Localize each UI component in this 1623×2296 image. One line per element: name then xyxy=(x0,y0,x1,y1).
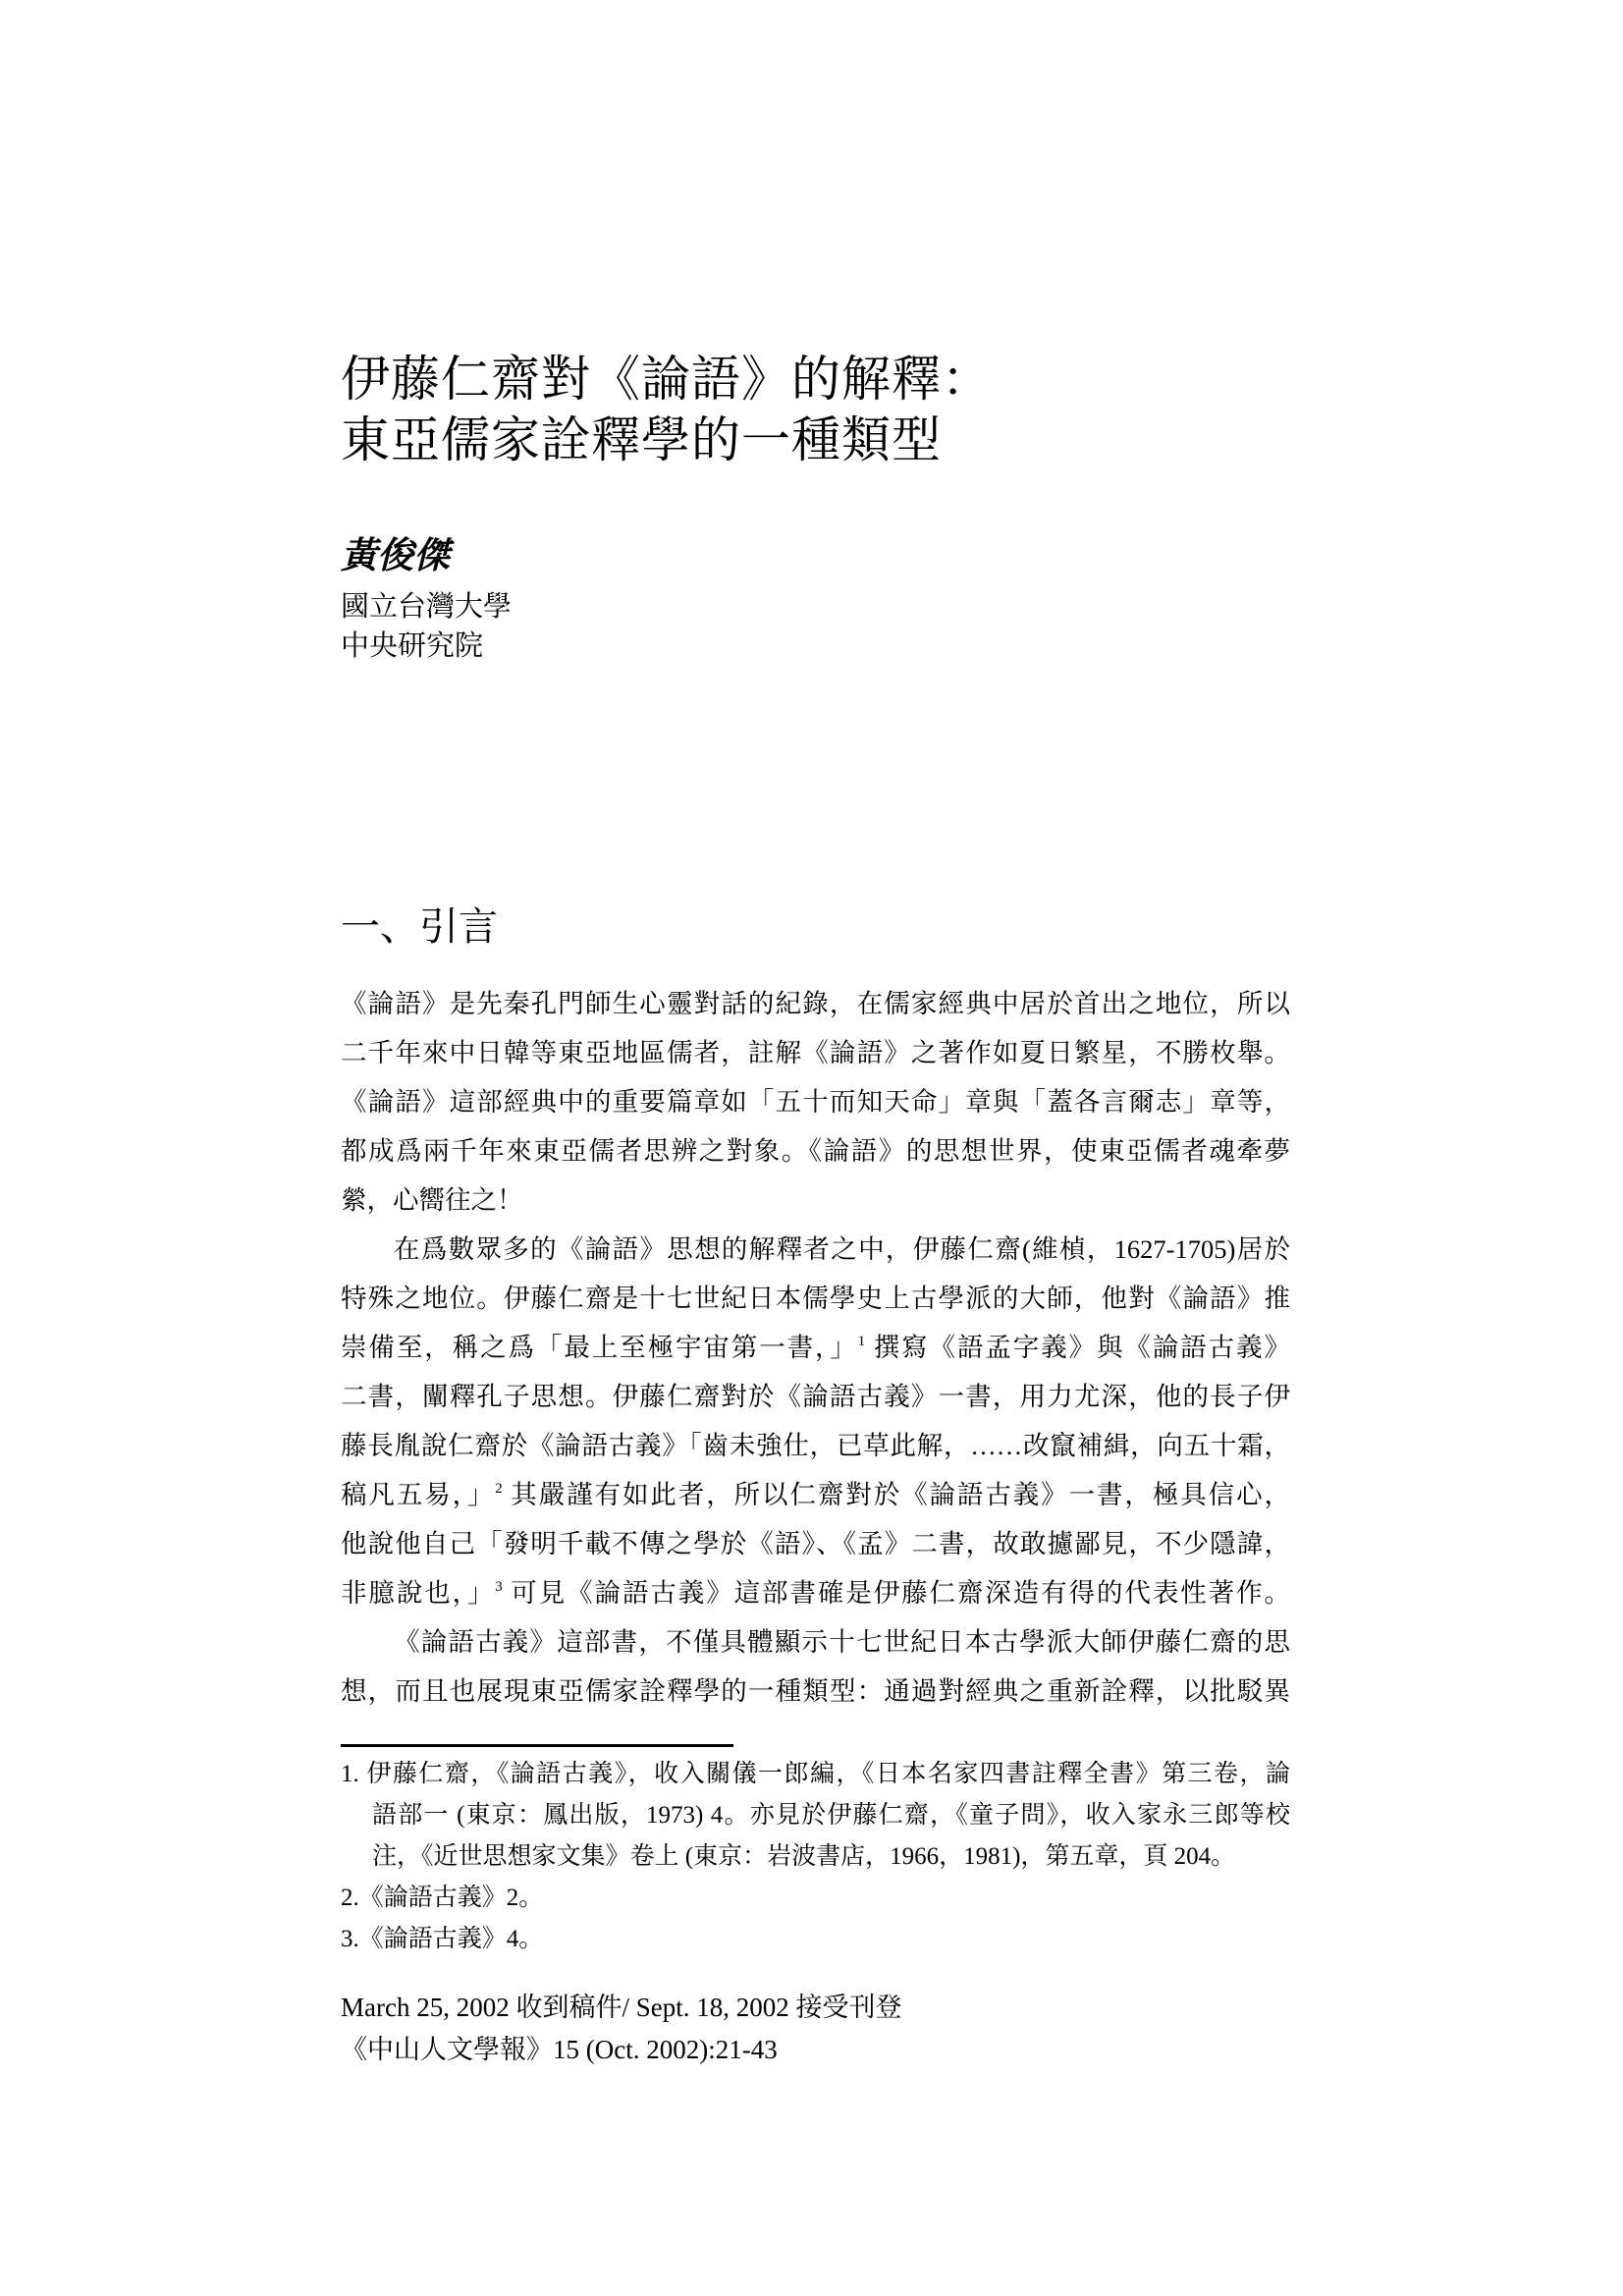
footnote-3: 3.《論語古義》4。 xyxy=(341,1926,544,1952)
body-line xyxy=(341,1372,1290,1421)
footnote-1-line: 注，《近世思想家文集》卷上 (東京：岩波書店，1966，1981)，第五章，頁 204。 xyxy=(372,1843,1236,1870)
body-line xyxy=(341,1225,1290,1274)
body-line xyxy=(341,1274,1290,1323)
footnote-ref-3: 3 xyxy=(495,1579,503,1595)
author-affiliations xyxy=(341,587,1290,666)
body-text-segment: 稿凡五易，」 xyxy=(341,1480,496,1509)
body-line: 《論語古義》這部書，不僅具體顯示十七世紀日本古學派大師伊藤仁齋的思 xyxy=(394,1627,1290,1657)
body-text-segment: 非臆說也，」 xyxy=(341,1578,496,1608)
body-line: 縈，心嚮往之！ xyxy=(341,1185,523,1215)
paper-title xyxy=(341,349,1290,470)
paper-title-line-1: 伊藤仁齋對《論語》的解釋： xyxy=(341,352,992,407)
body-line: 想，而且也展現東亞儒家詮釋學的一種類型：通過對經典之重新詮釋，以批駁異 xyxy=(341,1676,1290,1706)
footnote-ref-2: 2 xyxy=(495,1481,503,1497)
body-text-segment: 他說他自己「發明千載不傳之學於《語》、《孟》二書，故敢攄鄙見，不少隱諱， xyxy=(341,1529,1290,1558)
body-text-segment: 撰寫《語孟字義》與《論語古義》 xyxy=(865,1333,1291,1362)
paper-title-line-2: 東亞儒家詮釋學的一種類型 xyxy=(341,412,942,467)
body-line: 二千年來中日韓等東亞地區儒者，註解《論語》之著作如夏日繁星，不勝枚舉。 xyxy=(341,1038,1290,1067)
footnote-1-line: 1. 伊藤仁齋，《論語古義》，收入關儀一郎編，《日本名家四書註釋全書》第三卷，論 xyxy=(341,1761,1290,1787)
journal-citation: 《中山人文學報》15 (Oct. 2002):21-43 xyxy=(341,2035,778,2064)
body-text-segment: 崇備至，稱之爲「最上至極宇宙第一書，」 xyxy=(341,1333,858,1362)
body-line: 都成爲兩千年來東亞儒者思辨之對象。《論語》的思想世界，使東亞儒者魂牽夢 xyxy=(341,1136,1290,1166)
page-footer xyxy=(341,1987,1290,2071)
received-accepted-dates: March 25, 2002 收到稿件/ Sept. 18, 2002 接受刊登 xyxy=(341,1993,902,2022)
body-line xyxy=(341,1421,1290,1470)
footnote-separator-rule xyxy=(341,1744,733,1747)
affiliation-university: 國立台灣大學 xyxy=(341,591,513,623)
body-text-segment: 可見《論語古義》這部書確是伊藤仁齋深造有得的代表性著作。 xyxy=(502,1578,1291,1608)
footnote-1-line: 語部一 (東京：鳳出版，1973) 4。亦見於伊藤仁齋，《童子問》，收入家永三郎等校 xyxy=(372,1802,1290,1829)
body-line xyxy=(341,1323,1290,1372)
body-text xyxy=(341,979,1290,1716)
body-text-segment: 二書，闡釋孔子思想。伊藤仁齋對於《論語古義》一書，用力尤深，他的長子伊 xyxy=(341,1382,1290,1411)
body-line xyxy=(341,1519,1290,1568)
section-heading: 一、引言 xyxy=(341,904,498,949)
footnote-ref-1: 1 xyxy=(857,1334,866,1349)
body-text-segment: 藤長胤說仁齋於《論語古義》「齒未強仕，已草此解，……改竄補緝，向五十霜， xyxy=(341,1431,1290,1460)
footnotes xyxy=(341,1754,1290,1960)
body-line: 《論語》這部經典中的重要篇章如「五十而知天命」章與「蓋各言爾志」章等， xyxy=(341,1087,1290,1117)
author-name: 黃俊傑 xyxy=(341,536,450,576)
body-line xyxy=(341,1568,1290,1617)
text-column xyxy=(341,0,1290,2296)
body-text-segment: 特殊之地位。伊藤仁齋是十七世紀日本儒學史上古學派的大師，他對《論語》推 xyxy=(341,1284,1290,1313)
footnote-2: 2.《論語古義》2。 xyxy=(341,1885,544,1911)
body-text-segment: 其嚴謹有如此者，所以仁齋對於《論語古義》一書，極具信心， xyxy=(502,1480,1291,1509)
affiliation-academia: 中央研究院 xyxy=(341,630,484,662)
body-line: 《論語》是先秦孔門師生心靈對話的紀錄，在儒家經典中居於首出之地位，所以 xyxy=(341,989,1290,1018)
body-line xyxy=(341,1470,1290,1519)
body-text-segment: 在爲數眾多的《論語》思想的解釋者之中，伊藤仁齋(維楨，1627-1705)居於 xyxy=(394,1234,1290,1264)
